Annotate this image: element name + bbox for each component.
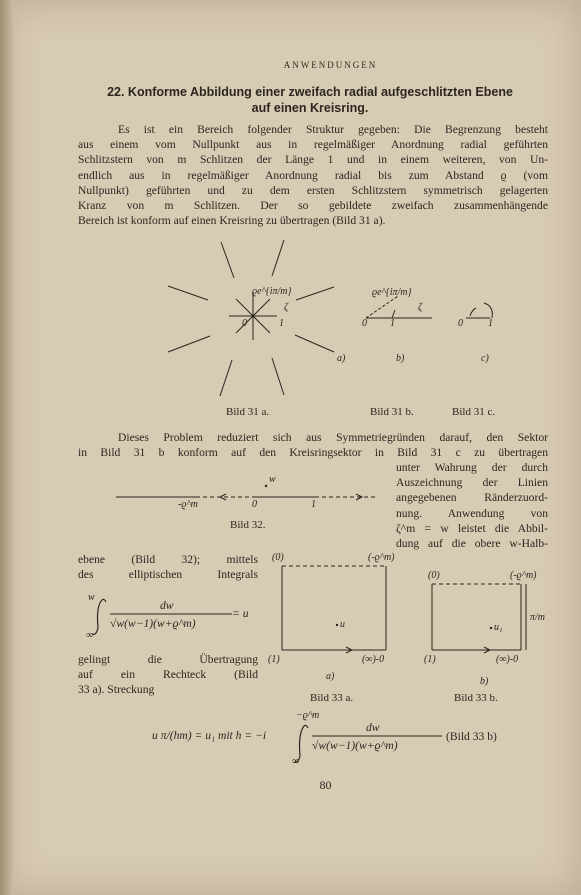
paragraph-line: Nullpunkt) geführten und zu dem ersten Schlitzstern symmetrisch gelagerten <box>78 183 548 197</box>
formula-numerator: dw <box>366 721 380 734</box>
paragraph-line: endlich aus in regelmäßiger Anordnung radial bis zum Abstand ϱ (vom <box>78 168 548 182</box>
paragraph-line: in Bild 31 b konform auf den Kreisringsektor in Bild 31 c zu übertragen <box>78 446 548 460</box>
paragraph-line: Schlitzstern von m Schlitzen der Länge 1 und in einem weiteren, von Un- <box>78 153 548 167</box>
paragraph-line: Kranz von m Schlitzen. Der so gebildete zweifach zusammenhängende <box>78 199 548 213</box>
integral1-rhs: = u <box>232 607 249 620</box>
section-title-line-2: auf einen Kreisring. <box>251 101 369 115</box>
fig31b-label: b) <box>396 353 405 364</box>
fig33a-top-right: (-ϱ^m) <box>368 552 395 563</box>
paragraph-line: nung. Anwendung von <box>396 506 548 520</box>
fig31b-zeta: ζ <box>418 302 423 313</box>
paragraph-line: gelingt die Übertragung <box>78 653 258 666</box>
paragraph-line: aus einem vom Nullpunkt aus in regelmäßiger Anordnung radial geführten <box>78 138 548 152</box>
fig31b-rho: ϱe^{iπ/m} <box>372 287 412 298</box>
fig31a-zero: 0 <box>242 318 247 329</box>
fig33b-u1: u₁ <box>494 622 503 633</box>
paragraph-line: ebene (Bild 32); mittels <box>78 553 258 566</box>
integral1-upper: w <box>88 592 95 603</box>
paragraph-line: Dieses Problem reduziert sich aus Symmetriegründen darauf, den Sektor <box>118 431 548 444</box>
caption-bild-33b: Bild 33 b. <box>454 692 498 704</box>
fig31c-zero: 0 <box>458 318 463 329</box>
paragraph-line: des elliptischen Integrals <box>78 568 258 582</box>
fig33b-top-right: (-ϱ^m) <box>510 570 537 581</box>
fig32-zero: 0 <box>252 499 257 510</box>
formula-reference: (Bild 33 b) <box>446 730 497 743</box>
integral1-numerator: dw <box>160 599 174 612</box>
paragraph-line: ζ^m = w leistet die Abbil- <box>396 521 548 535</box>
page-number: 80 <box>319 778 332 792</box>
formula-lhs: u π/(hm) = u₁ mit h = −i <box>152 729 267 742</box>
formula-lower-limit: ∞ <box>292 756 300 767</box>
paragraph-line: Es ist ein Bereich folgender Struktur gegeben: Die Begrenzung besteht <box>118 123 548 136</box>
paragraph-line: Auszeichnung der Linien <box>396 476 548 490</box>
paragraph-line: 33 a). Streckung <box>78 683 155 697</box>
paragraph-line: unter Wahrung der durch <box>396 461 548 474</box>
fig31a-one: 1 <box>279 318 284 329</box>
caption-bild-33a: Bild 33 a. <box>310 692 354 704</box>
fig33a-bottom-right: (∞)-0 <box>362 654 385 665</box>
fig33b-bottom-left: (1) <box>424 654 436 665</box>
paragraph-line: Bereich ist konform auf einen Kreisring zu übertragen (Bild 31 a). <box>78 214 386 228</box>
section-title-line-1: 22. Konforme Abbildung einer zweifach radial aufgeschlitzten Ebene <box>107 85 513 99</box>
fig31b-zero: 0 <box>362 318 367 329</box>
caption-bild-32: Bild 32. <box>230 519 266 531</box>
caption-bild-31b: Bild 31 b. <box>370 406 414 418</box>
fig33a-top-left: (0) <box>272 552 284 563</box>
fig31b-one: 1 <box>390 318 395 329</box>
fig33a-label: a) <box>326 671 335 682</box>
fig31a-zeta: ζ <box>284 302 289 313</box>
fig31c-one: 1 <box>488 318 493 329</box>
fig33b-label: b) <box>480 676 489 687</box>
fig32-minus-rho: -ϱ^m <box>178 499 198 510</box>
fig33b-side-label: π/m <box>530 612 546 623</box>
fig33b-bottom-right: (∞)-0 <box>496 654 519 665</box>
formula-denominator: √w(w−1)(w+ϱ^m) <box>312 739 398 752</box>
integral1-denominator: √w(w−1)(w+ϱ^m) <box>110 617 196 630</box>
integral1-lower: ∞ <box>86 630 94 641</box>
running-head: ANWENDUNGEN <box>283 60 378 70</box>
fig33b-top-left: (0) <box>428 570 440 581</box>
paragraph-line: auf ein Rechteck (Bild <box>78 668 258 682</box>
caption-bild-31c: Bild 31 c. <box>452 406 496 418</box>
paragraph-line: angegebenen Ränderzuord- <box>396 491 548 505</box>
fig33a-bottom-left: (1) <box>268 654 280 665</box>
fig31c-label: c) <box>481 353 489 364</box>
fig32-one: 1 <box>311 499 316 510</box>
fig31a-label: a) <box>337 353 346 364</box>
fig32-w: w <box>269 474 276 485</box>
formula-upper-limit: −ϱ^m <box>296 710 320 721</box>
paragraph-line: dung auf die obere w-Halb- <box>396 537 548 551</box>
fig31a-rho: ϱe^{iπ/m} <box>252 286 292 297</box>
fig33a-u: u <box>340 619 345 630</box>
caption-bild-31a: Bild 31 a. <box>226 406 270 418</box>
